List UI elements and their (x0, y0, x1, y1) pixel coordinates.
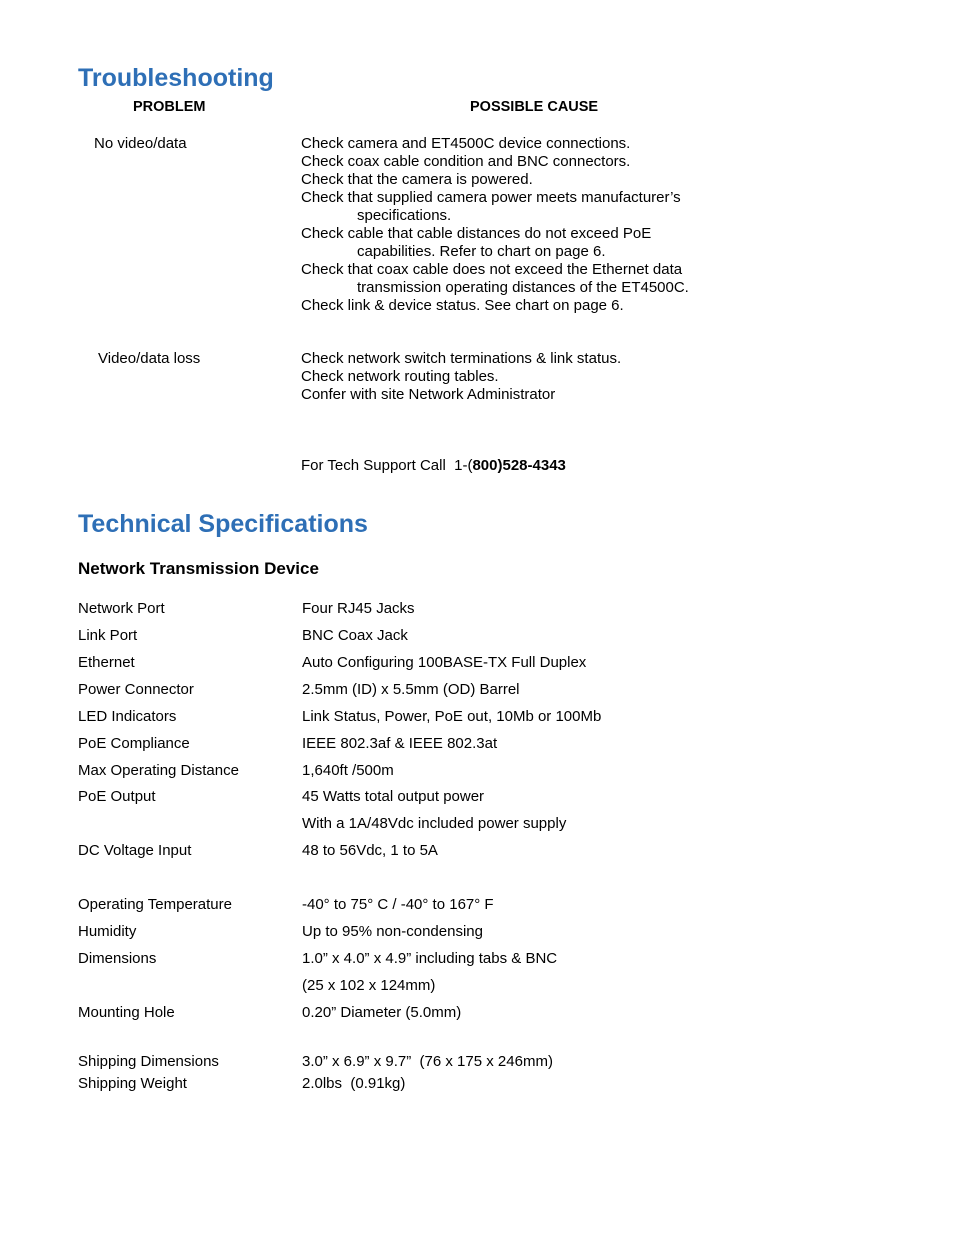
spec-label: LED Indicators (78, 708, 177, 725)
spec-value: 3.0” x 6.9” x 9.7” (76 x 175 x 246mm) (302, 1053, 553, 1070)
spec-value: IEEE 802.3af & IEEE 802.3at (302, 735, 498, 752)
cause-list (301, 135, 689, 315)
cause-line: capabilities. Refer to chart on page 6. (357, 243, 606, 260)
spec-value: 2.5mm (ID) x 5.5mm (OD) Barrel (302, 681, 520, 698)
spec-value: Four RJ45 Jacks (302, 600, 415, 617)
cause-line: Check that the camera is powered. (301, 171, 533, 188)
spec-value: 0.20” Diameter (5.0mm) (302, 1004, 462, 1021)
specs-subtitle: Network Transmission Device (78, 559, 319, 578)
spec-value: 1.0” x 4.0” x 4.9” including tabs & BNC (302, 950, 558, 967)
specs-title: Technical Specifications (78, 510, 368, 538)
spec-label: Dimensions (78, 950, 157, 967)
cause-line: Confer with site Network Administrator (301, 386, 556, 403)
spec-value: Link Status, Power, PoE out, 10Mb or 100Mb (302, 708, 602, 725)
cause-list (301, 350, 621, 404)
spec-value: With a 1A/48Vdc included power supply (302, 815, 567, 832)
spec-label: Network Port (78, 600, 165, 617)
spec-label: PoE Output (78, 788, 156, 805)
spec-value: 45 Watts total output power (302, 788, 485, 805)
cause-line: Check cable that cable distances do not exceed PoE (301, 225, 652, 242)
spec-label: PoE Compliance (78, 735, 190, 752)
spec-label: Humidity (78, 923, 137, 940)
cause-line: specifications. (357, 207, 452, 224)
tech-support-number: 800)528-4343 (472, 457, 566, 474)
spec-value: Up to 95% non-condensing (302, 923, 483, 940)
problem-column-header: PROBLEM (133, 99, 206, 115)
cause-line: Check link & device status. See chart on page 6. (301, 297, 624, 314)
spec-value: 2.0lbs (0.91kg) (302, 1075, 406, 1092)
spec-value: 48 to 56Vdc, 1 to 5A (302, 842, 438, 859)
spec-label: Link Port (78, 627, 138, 644)
cause-line: Check network switch terminations & link status. (301, 350, 622, 367)
possible-cause-column-header: POSSIBLE CAUSE (470, 99, 599, 115)
cause-line: Check network routing tables. (301, 368, 499, 385)
spec-label: Power Connector (78, 681, 194, 698)
spec-label: Max Operating Distance (78, 762, 239, 779)
spec-label: Operating Temperature (78, 896, 232, 913)
tech-support-prefix: For Tech Support Call 1-( (301, 457, 473, 474)
spec-label: DC Voltage Input (78, 842, 192, 859)
spec-label: Shipping Weight (78, 1075, 187, 1092)
cause-line: Check camera and ET4500C device connections. (301, 135, 631, 152)
spec-label: Shipping Dimensions (78, 1053, 219, 1070)
tech-support-line (301, 457, 566, 475)
spec-value: (25 x 102 x 124mm) (302, 977, 436, 994)
spec-value: -40° to 75° C / -40° to 167° F (302, 896, 494, 913)
troubleshooting-title: Troubleshooting (78, 64, 274, 92)
cause-line: Check that supplied camera power meets manufacturer’s (301, 189, 681, 206)
problem-label: Video/data loss (98, 350, 201, 367)
spec-label: Mounting Hole (78, 1004, 175, 1021)
spec-value: 1,640ft /500m (302, 762, 394, 779)
spec-value: Auto Configuring 100BASE-TX Full Duplex (302, 654, 587, 671)
spec-value: BNC Coax Jack (302, 627, 408, 644)
cause-line: transmission operating distances of the ET4500C. (357, 279, 689, 296)
cause-line: Check coax cable condition and BNC connectors. (301, 153, 631, 170)
cause-line: Check that coax cable does not exceed the Ethernet data (301, 261, 683, 278)
problem-label: No video/data (94, 135, 187, 152)
spec-label: Ethernet (78, 654, 135, 671)
